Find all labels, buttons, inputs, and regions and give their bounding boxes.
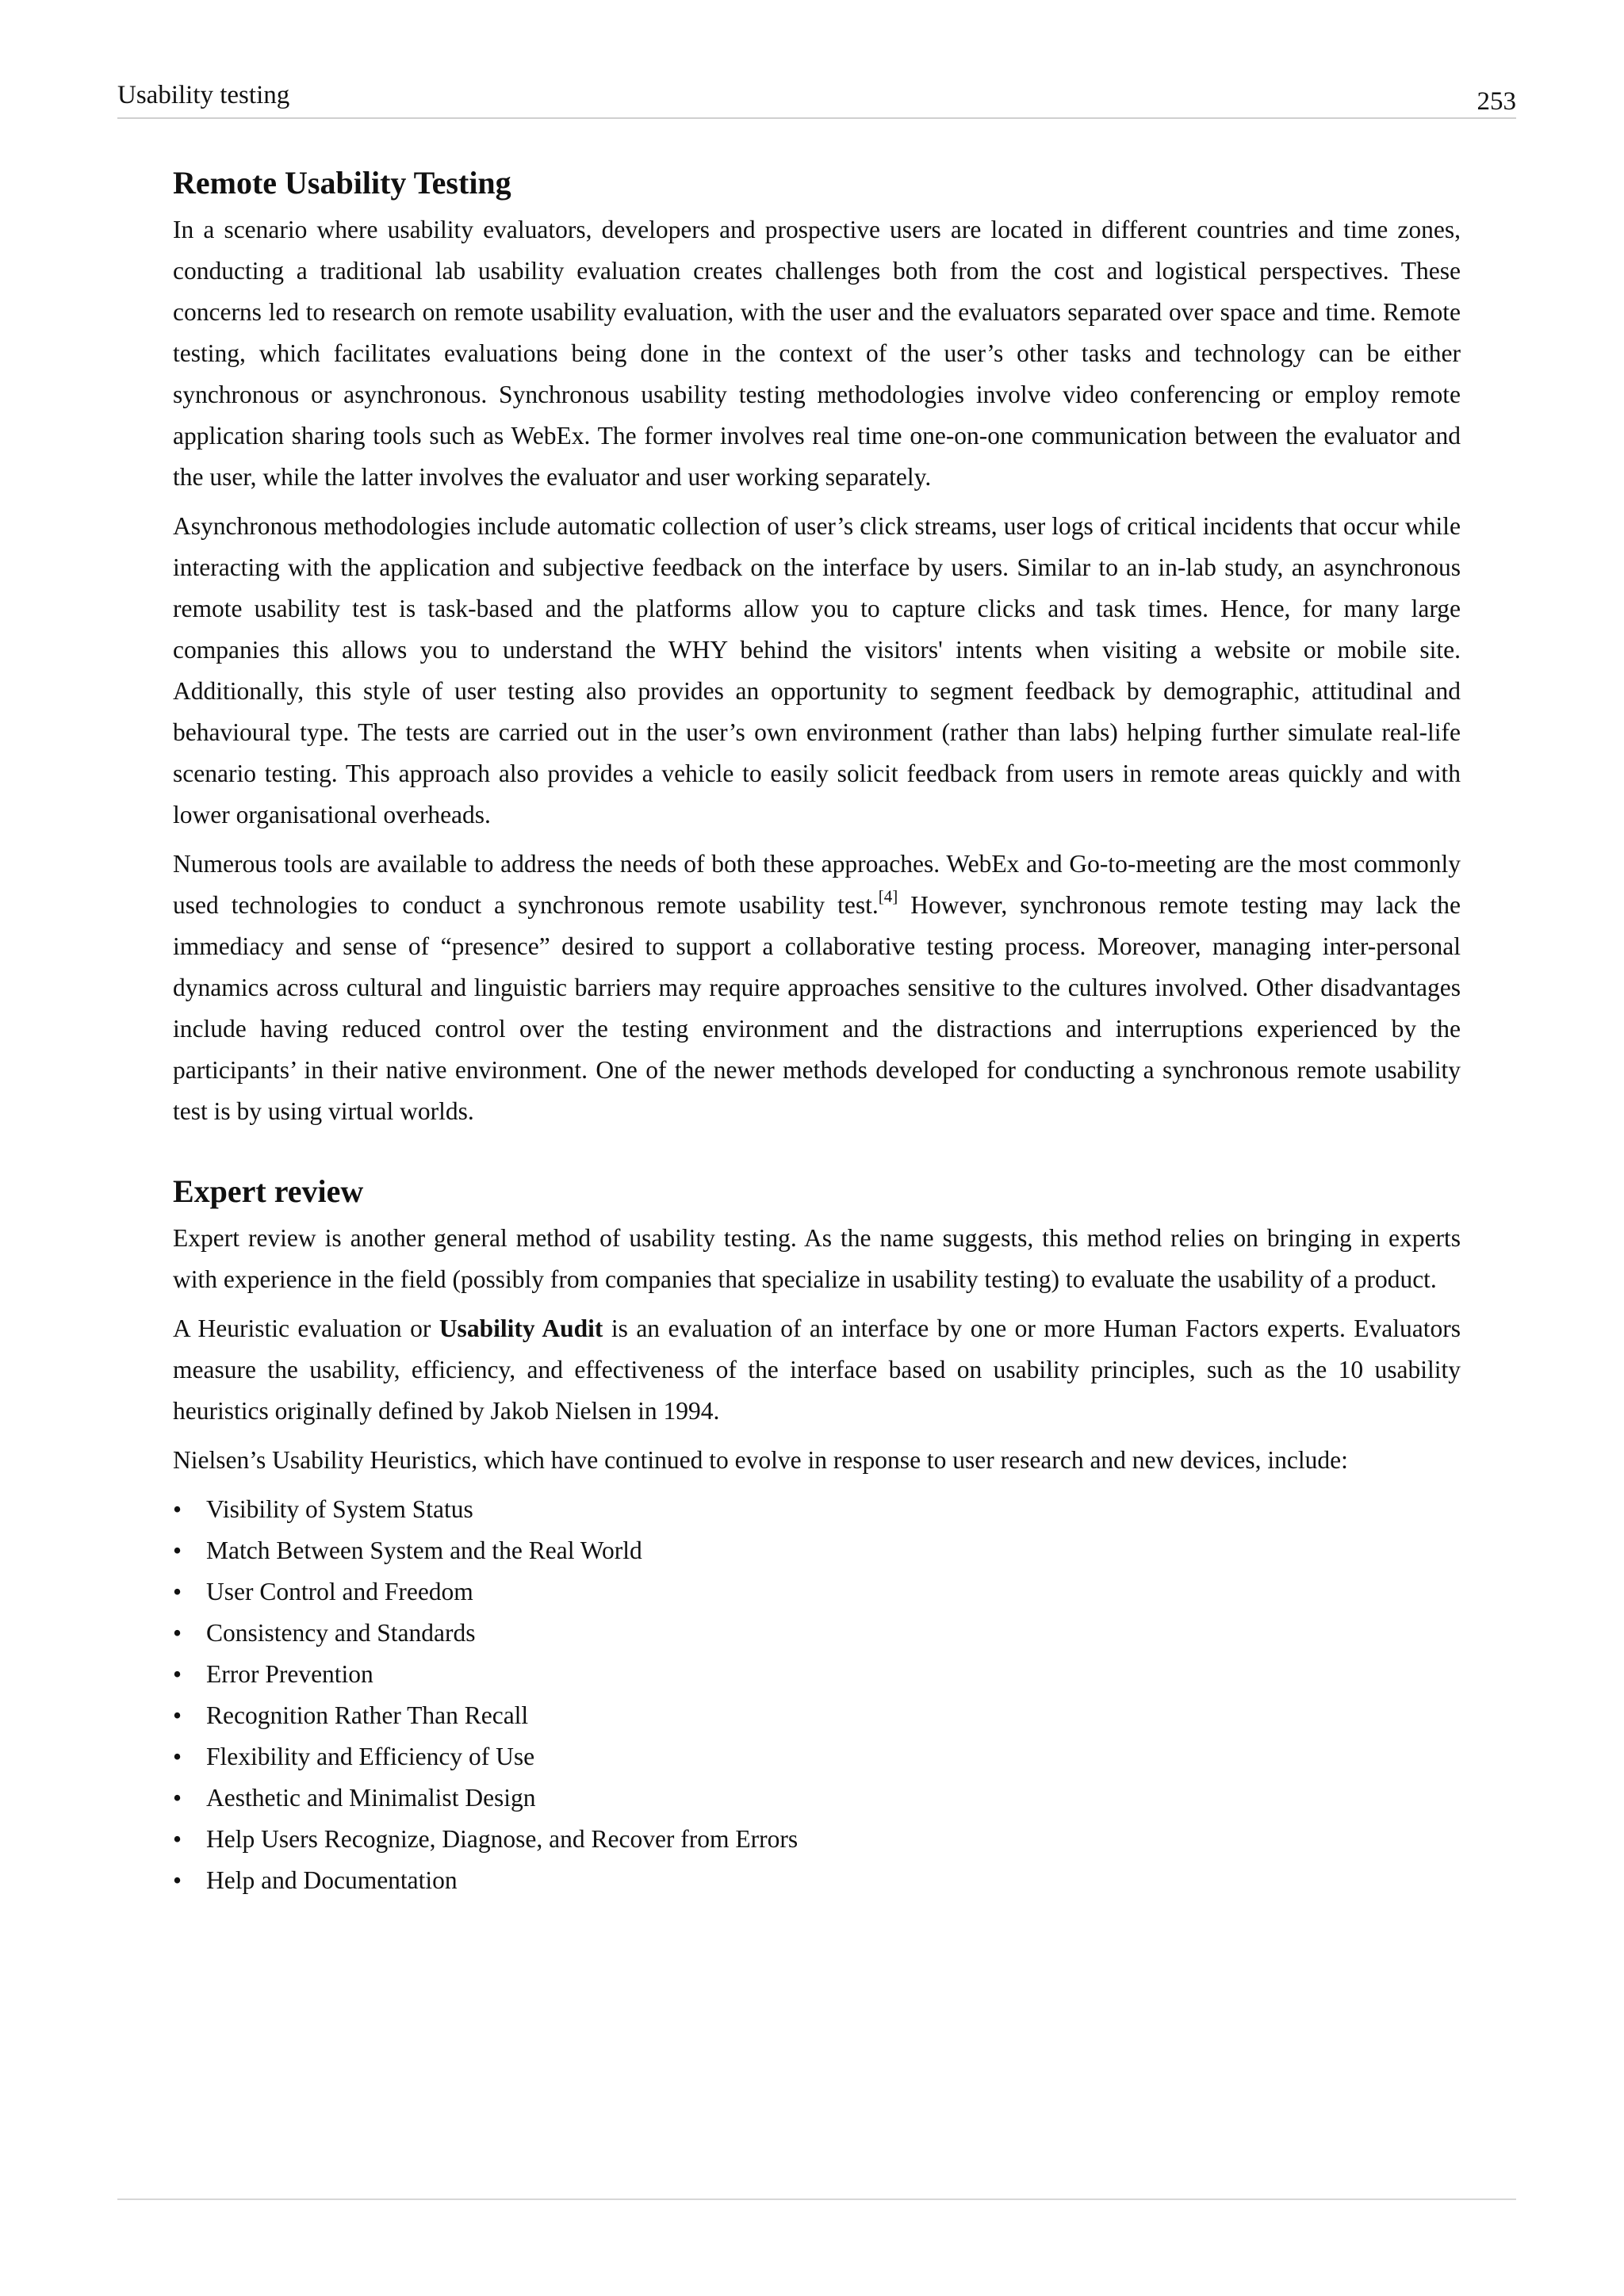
bullet-icon: •	[173, 1660, 182, 1688]
remote-paragraph-3-text-b: However, synchronous remote testing may lack the immediacy and sense of “presence” desired to support a collaborative testing process. Moreover, managing inter-personal dynamics across cultural and linguistic barriers may require approaches sensitive to the cultures involved. Other disadvantages include having reduced control over the testing environment and the distractions and interruptions experienced by the participants’ in their native environment. One of the newer methods developed for conducting a synchronous remote usability test is by using virtual worlds.	[173, 891, 1461, 1125]
list-item	[173, 1489, 1461, 1530]
section-heading-expert-review: Expert review	[173, 1173, 364, 1209]
heuristic-label: Error Prevention	[206, 1660, 373, 1688]
bullet-icon: •	[173, 1578, 182, 1605]
usability-audit-term: Usability Audit	[439, 1314, 603, 1342]
heuristic-label: Help and Documentation	[206, 1866, 458, 1894]
bullet-icon: •	[173, 1743, 182, 1770]
list-item	[173, 1613, 1461, 1654]
bullet-icon: •	[173, 1784, 182, 1812]
bullet-icon: •	[173, 1701, 182, 1729]
header-title: Usability testing	[117, 81, 290, 109]
heuristic-label: Match Between System and the Real World	[206, 1536, 642, 1564]
expert-paragraph-3: Nielsen’s Usability Heuristics, which have continued to evolve in response to user research and new devices, include:	[173, 1446, 1348, 1474]
page-content	[173, 163, 1461, 1901]
bullet-icon: •	[173, 1619, 182, 1647]
expert-paragraph-2	[173, 1308, 1461, 1432]
section-heading-remote-usability-testing: Remote Usability Testing	[173, 165, 511, 201]
heuristic-label: User Control and Freedom	[206, 1578, 473, 1605]
remote-paragraph-3	[173, 844, 1461, 1132]
list-item	[173, 1571, 1461, 1613]
expert-paragraph-2-text-a: A Heuristic evaluation or	[173, 1314, 439, 1342]
heuristic-label: Visibility of System Status	[206, 1495, 473, 1523]
list-item	[173, 1736, 1461, 1777]
bullet-icon: •	[173, 1825, 182, 1853]
bullet-icon: •	[173, 1495, 182, 1523]
list-item	[173, 1819, 1461, 1860]
footer-rule	[117, 2198, 1516, 2200]
bullet-icon: •	[173, 1866, 182, 1894]
expert-paragraph-1: Expert review is another general method of usability testing. As the name suggests, this method relies on bringing in experts with experience in the field (possibly from companies that specialize in usability testing) to evaluate the usability of a product.	[173, 1224, 1461, 1293]
citation-4[interactable]: [4]	[878, 886, 898, 906]
page-number: 253	[1477, 87, 1516, 116]
list-item	[173, 1695, 1461, 1736]
remote-paragraph-3-text-a: Numerous tools are available to address the needs of both these approaches. WebEx and Go-to-meeting are the most commonly used technologies to conduct a synchronous remote usability test.	[173, 850, 1461, 919]
list-item	[173, 1860, 1461, 1901]
remote-paragraph-2: Asynchronous methodologies include automatic collection of user’s click streams, user logs of critical incidents that occur while interacting with the application and subjective feedback on the interface by users. Similar to an in-lab study, an asynchronous remote usability test is task-based and the platforms allow you to capture clicks and task times. Hence, for many large companies this allows you to understand the WHY behind the visitors' intents when visiting a website or mobile site. Additionally, this style of user testing also provides an opportunity to segment feedback by demographic, attitudinal and behavioural type. The tests are carried out in the user’s own environment (rather than labs) helping further simulate real-life scenario testing. This approach also provides a vehicle to easily solicit feedback from users in remote areas quickly and with lower organisational overheads.	[173, 512, 1461, 828]
heuristic-label: Flexibility and Efficiency of Use	[206, 1743, 535, 1770]
list-item	[173, 1654, 1461, 1695]
heuristic-label: Recognition Rather Than Recall	[206, 1701, 529, 1729]
bullet-icon: •	[173, 1536, 182, 1564]
expert-paragraph-2-text-b: is an evaluation of an interface by one or more Human Factors experts. Evaluators measure the usability, efficiency, and effectiveness of the interface based on usability principles, such as the 10 usability heuristics originally defined by Jakob Nielsen in 1994.	[173, 1314, 1461, 1425]
running-header	[117, 79, 1516, 119]
remote-paragraph-1: In a scenario where usability evaluators, developers and prospective users are located in different countries and time zones, conducting a traditional lab usability evaluation creates challenges both from the cost and logistical perspectives. These concerns led to research on remote usability evaluation, with the user and the evaluators separated over space and time. Remote testing, which facilitates evaluations being done in the context of the user’s other tasks and technology can be either synchronous or asynchronous. Synchronous usability testing methodologies involve video conferencing or employ remote application sharing tools such as WebEx. The former involves real time one-on-one communication between the evaluator and the user, while the latter involves the evaluator and user working separately.	[173, 216, 1461, 491]
heuristic-label: Aesthetic and Minimalist Design	[206, 1784, 536, 1812]
heuristic-label: Help Users Recognize, Diagnose, and Recover from Errors	[206, 1825, 799, 1853]
heuristics-list	[173, 1489, 1461, 1901]
heuristic-label: Consistency and Standards	[206, 1619, 476, 1647]
list-item	[173, 1777, 1461, 1819]
list-item	[173, 1530, 1461, 1571]
